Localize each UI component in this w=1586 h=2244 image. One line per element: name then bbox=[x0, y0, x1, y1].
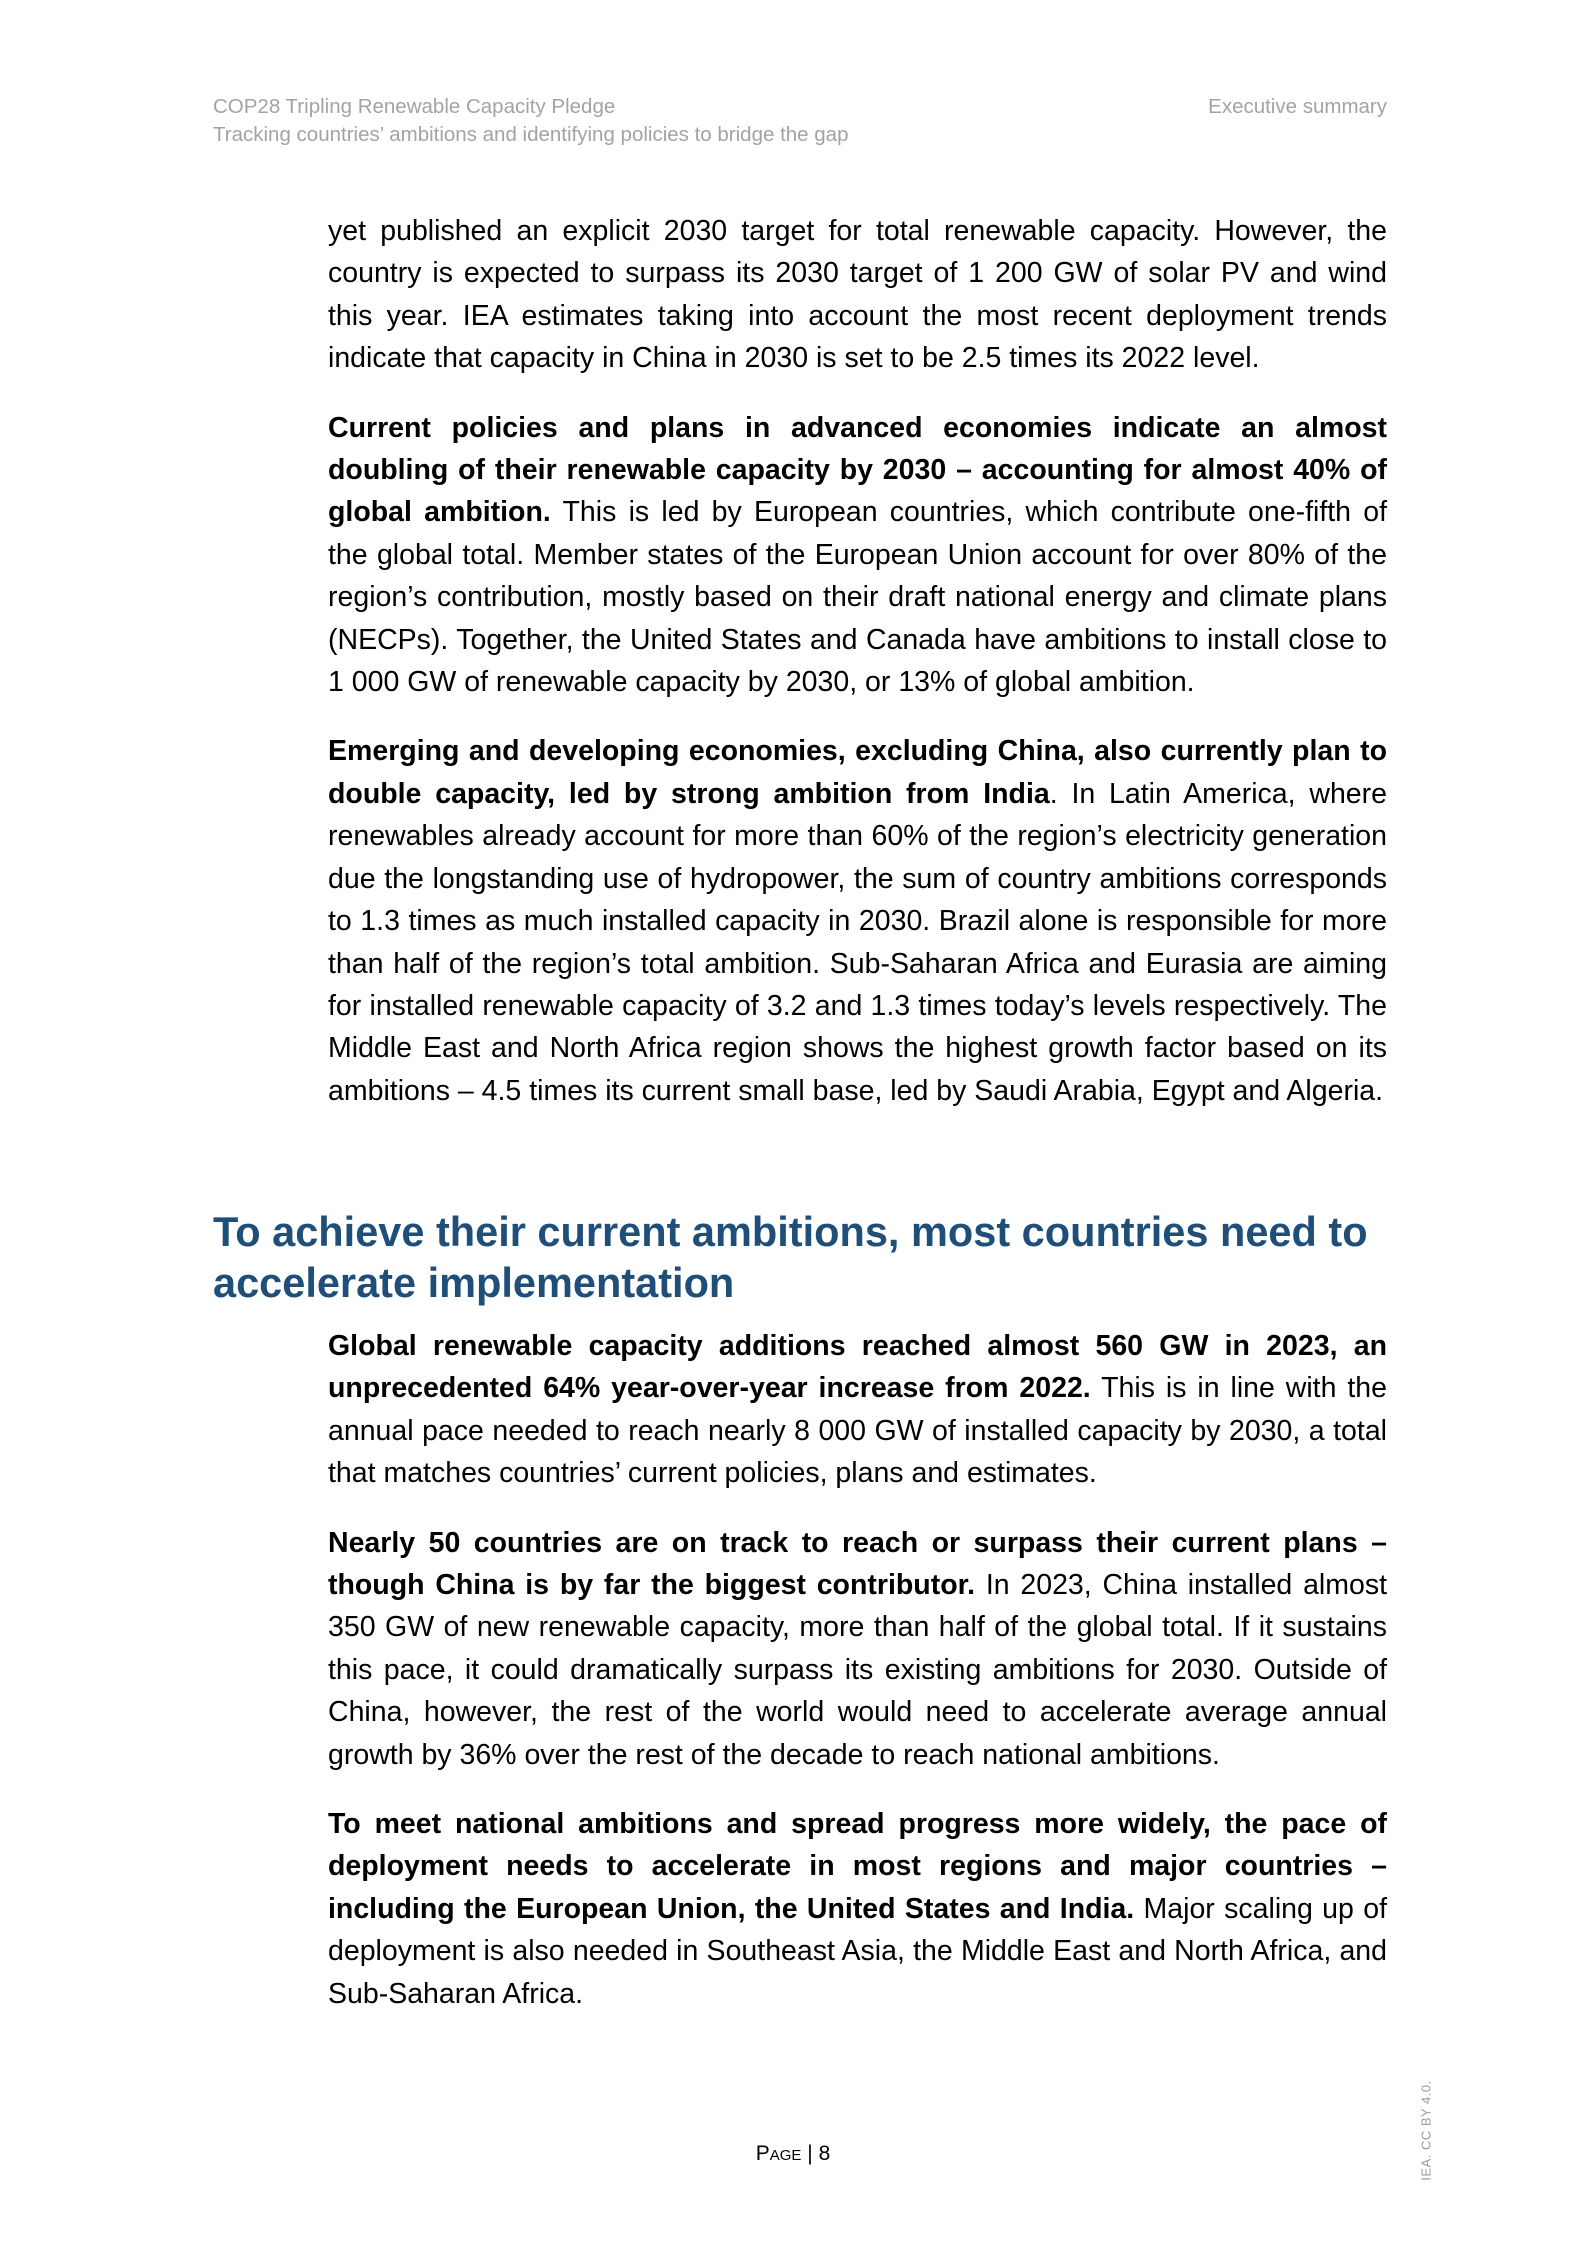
paragraph-text: yet published an explicit 2030 target for total renewable capacity. However, the country is expected to surpass its 2030 target of 1 200 GW of solar PV and wind this year. IEA estimates taking into account the most recent deployment trends indicate that capacity in China in 2030 is set to be 2.5 times its 2022 level. bbox=[328, 215, 1387, 375]
paragraph-text: . In Latin America, where renewables already account for more than 60% of the region’s electricity generation due the longstanding use of hydropower, the sum of country ambitions corresponds to 1.3 times as much installed capacity in 2030. Brazil alone is responsible for more than half of the region’s total ambition. Sub-Saharan Africa and Eurasia are aiming for installed renewable capacity of 3.2 and 1.3 times today’s levels respectively. The Middle East and North Africa region shows the highest growth factor based on its ambitions – 4.5 times its current small base, led by Saudi Arabia, Egypt and Algeria. bbox=[328, 777, 1387, 1107]
paragraph-text: This is in line with the annual pace needed to reach nearly 8 000 GW of installed capacity by 2030, a total that matches countries’ current policies, plans and estimates. bbox=[328, 1372, 1387, 1490]
paragraph bbox=[328, 730, 1387, 1112]
page-label: Page bbox=[755, 2142, 802, 2165]
page-header bbox=[213, 93, 1387, 149]
paragraph-lead: Current policies and plans in advanced economies indicate an almost doubling of their renewable capacity by 2030 – accounting for almost 40% of global ambition. bbox=[328, 411, 1387, 529]
body-text-top bbox=[328, 210, 1387, 1139]
paragraph bbox=[328, 1325, 1387, 1495]
paragraph-lead: Emerging and developing economies, excluding China, also currently plan to double capacity, led by strong ambition from India bbox=[328, 735, 1387, 810]
paragraph-lead: Nearly 50 countries are on track to reach or surpass their current plans – though China is by far the biggest contributor. bbox=[328, 1526, 1387, 1602]
paragraph bbox=[328, 407, 1387, 704]
license-text: IEA. CC BY 4.0. bbox=[1418, 2079, 1434, 2181]
section-heading: To achieve their current ambitions, most countries need to accelerate implementation bbox=[213, 1208, 1368, 1306]
paragraph-lead: Global renewable capacity additions reached almost 560 GW in 2023, an unprecedented 64% year-over-year increase from 2022. bbox=[328, 1330, 1387, 1405]
page-separator: | bbox=[801, 2142, 819, 2165]
paragraph bbox=[328, 1522, 1387, 1776]
paragraph bbox=[328, 210, 1387, 380]
paragraph-text: This is led by European countries, which contribute one-fifth of the global total. Member states of the European Union account for over 80% of the region’s contribution, mostly based on their draft national energy and climate plans (NECPs). Together, the United States and Canada have ambitions to install close to 1 000 GW of renewable capacity by 2030, or 13% of global ambition. bbox=[328, 496, 1387, 699]
body-text-bottom bbox=[328, 1325, 1387, 2042]
paragraph bbox=[328, 1803, 1387, 2015]
report-title: COP28 Tripling Renewable Capacity Pledge bbox=[213, 95, 616, 118]
paragraph-text: Major scaling up of deployment is also needed in Southeast Asia, the Middle East and North Africa, and Sub-Saharan Africa. bbox=[328, 1892, 1387, 2010]
report-subtitle: Tracking countries’ ambitions and identifying policies to bridge the gap bbox=[213, 123, 849, 146]
paragraph-lead: To meet national ambitions and spread progress more widely, the pace of deployment needs to accelerate in most regions and major countries – including the European Union, the United States and India. bbox=[328, 1808, 1387, 1925]
license-note bbox=[1411, 2055, 1441, 2205]
paragraph-text: In 2023, China installed almost 350 GW of new renewable capacity, more than half of the global total. If it sustains this pace, it could dramatically surpass its existing ambitions for 2030. Outside of China, however, the rest of the world would need to accelerate average annual growth by 36% over the rest of the decade to reach national ambitions. bbox=[328, 1569, 1388, 1771]
page-number bbox=[0, 2142, 1586, 2166]
section-label: Executive summary bbox=[1208, 95, 1387, 118]
page-number-value: 8 bbox=[818, 2142, 831, 2165]
